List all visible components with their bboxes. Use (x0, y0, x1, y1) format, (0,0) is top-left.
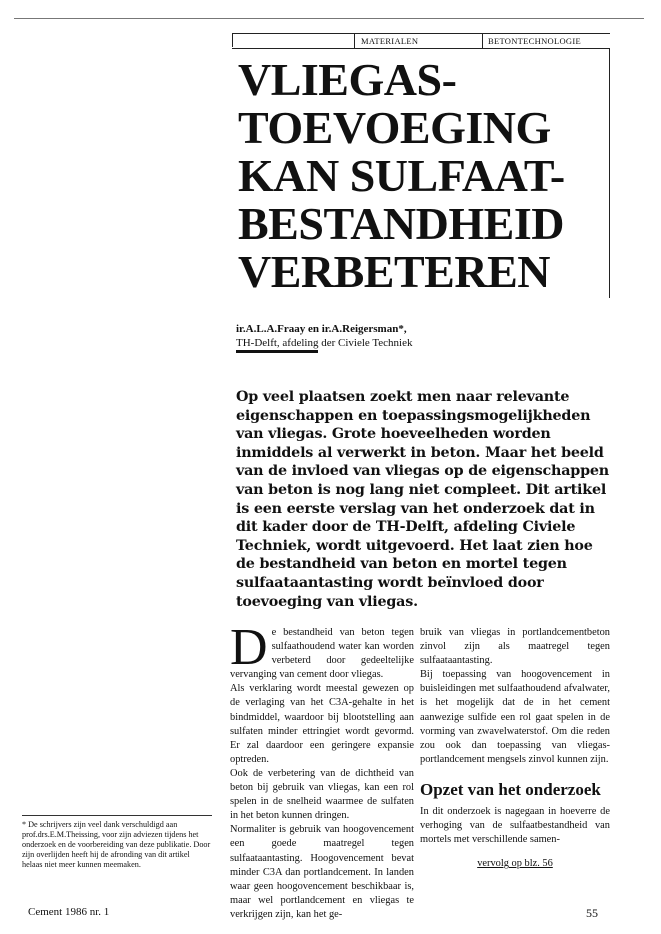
body-paragraph: Bij toepassing van hoogovencement in buisleidingen met sulfaathoudend afvalwater, is het mogelijk dat de in het cement aanwezige sulfide een rol gaat spelen in de vorming van zwavelwaterstof. Om die reden zou ook dan toepassing van vliegas-portlandcement mengsels zinvol kunnen zijn. (420, 669, 610, 765)
top-rule (14, 18, 644, 19)
section-header (232, 33, 610, 49)
title-line: KAN SULFAAT- (238, 150, 565, 201)
body-paragraph: Normaliter is gebruik van hoogovencement een goede maatregel tegen sulfaataantasting. Hoogovencement bevat minder C3A dan portlandcement. In landen waar geen hoogovencement beschikbaar is, maar wel portlandcement en vliegas te verkrijgen zijn, kan het ge- (230, 824, 414, 920)
lead-paragraph (236, 388, 616, 611)
title-line: VERBETEREN (238, 246, 550, 297)
lead-line: de bestandheid van beton en mortel tegen (236, 556, 567, 573)
lead-line: sulfaataantasting wordt beïnvloed door (236, 574, 544, 591)
body-paragraph: e bestandheid van beton tegen sulfaathoudend water kan worden verbeterd door gedeeltelijke vervanging van cement door vliegas. (230, 627, 414, 681)
lead-line: van de invloed van vliegas op de eigenschappen (236, 463, 609, 480)
lead-line: Op veel plaatsen zoekt men naar relevante (236, 389, 570, 405)
continued-link[interactable]: vervolg op blz. 56 (477, 858, 553, 870)
lead-line: Techniek, wordt uitgevoerd. Het laat zien hoe (236, 537, 593, 554)
body-column-2 (420, 626, 610, 871)
byline (236, 322, 413, 350)
article-title (238, 56, 610, 296)
section-subheading: Opzet van het onderzoek (420, 779, 601, 799)
section-tab-materialen: MATERIALEN (354, 34, 482, 48)
section-tab-betontechnologie: BETONTECHNOLOGIE (482, 34, 610, 48)
header-left-rule (232, 33, 233, 47)
title-line: TOEVOEGING (238, 102, 551, 153)
page-number: 55 (586, 906, 598, 920)
lead-line: van vliegas. Grote hoeveelheden worden (236, 426, 551, 443)
lead-line: is een eerste verslag van het onderzoek dat in (236, 500, 595, 517)
lead-line: inmiddels al verwerkt in beton. Maar het beeld (236, 444, 604, 461)
lead-line: eigenschappen en toepassingsmogelijkheden (236, 407, 591, 424)
body-paragraph: Als verklaring wordt meestal gewezen op de verlaging van het C3A-gehalte in het bindmiddel, waardoor bij blootstelling aan sulfaten minder ettringiet wordt gevormd. Er zal daardoor een geringere expansie optreden. (230, 683, 414, 765)
body-paragraph: bruik van vliegas in portlandcementbeton zinvol zijn als maatregel tegen sulfaataantasting. (420, 627, 610, 667)
footnote-rule (22, 815, 212, 816)
title-line: VLIEGAS- (238, 54, 457, 105)
authors: ir.A.L.A.Fraay en ir.A.Reigersman*, (236, 323, 407, 335)
affiliation: TH-Delft, afdeling der Civiele Techniek (236, 337, 413, 349)
drop-cap: D (230, 619, 268, 676)
footnote: * De schrijvers zijn veel dank verschuldigd aan prof.drs.E.M.Theissing, voor zijn adviezen tijdens het onderzoek en de voorbereiding van deze publikatie. Door zijn overlijden heeft hij de afronding van dit artikel helaas niet meer kunnen meemaken. (22, 820, 211, 869)
lead-line: toevoeging van vliegas. (236, 593, 418, 610)
body-paragraph: Ook de verbetering van de dichtheid van beton bij gebruik van vliegas, kan een rol spelen in de snelheid waarmee de sulfaten in het beton kunnen dringen. (230, 767, 414, 822)
lead-line: dit kader door de TH-Delft, afdeling Civiele (236, 519, 576, 536)
journal-footer: Cement 1986 nr. 1 (28, 906, 110, 918)
byline-bar (236, 350, 318, 353)
body-column-1 (230, 619, 414, 922)
body-paragraph: In dit onderzoek is nagegaan in hoeverre de verhoging van de sulfaatbestandheid van mortels met verschillende samen- (420, 805, 610, 846)
title-line: BESTANDHEID (238, 198, 564, 249)
lead-line: van beton is nog lang niet compleet. Dit artikel (236, 481, 607, 498)
